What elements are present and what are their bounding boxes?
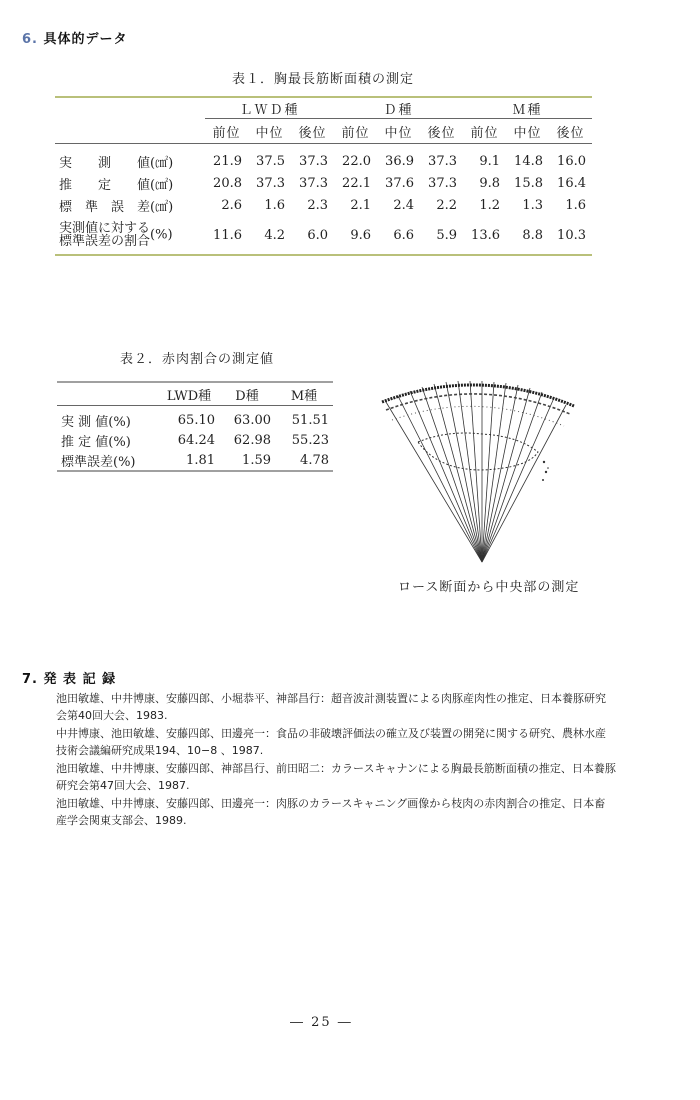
table1-position-header: 中位 (506, 119, 549, 144)
section-6-number: 6. (22, 32, 38, 47)
table2-row-measured (57, 406, 333, 431)
table1-row-label: 推 定 値(㎠) (59, 177, 174, 193)
reference-item: 中井博康、池田敏雄、安藤四郎、田邊亮一：食品の非破壊評価法の確立及び装置の開発に関する研究、農林水産技術会議編研究成果194、10−8 、1987. (56, 727, 606, 757)
table2 (57, 381, 333, 472)
table1-row-error-ratio (55, 216, 592, 254)
table1-cell: 1.3 (522, 197, 543, 213)
table1-cell: 8.8 (522, 227, 543, 243)
table1-cell: 13.6 (471, 227, 500, 243)
table1-cell: 1.2 (479, 197, 500, 213)
table1-caption: 表１．胸最長筋断面積の測定 (232, 72, 415, 87)
table1-row4-label-line1: 実測値に対する (59, 221, 151, 236)
section-7-title: 発 表 記 録 (43, 672, 117, 687)
table1-cell: 1.6 (565, 197, 586, 213)
section-7-number: 7. (22, 672, 38, 687)
table1-cell: 11.6 (213, 227, 242, 243)
table1-cell: 6.0 (307, 227, 328, 243)
table1-position-header: 中位 (248, 119, 291, 144)
table1-cell: 37.3 (256, 175, 285, 191)
table1-group-m: Ｍ種 (463, 98, 592, 119)
table1-cell: 37.5 (256, 153, 285, 169)
table1-position-header: 前位 (463, 119, 506, 144)
table2-cell: 51.51 (291, 412, 329, 428)
table1-group-lwd: ＬＷＤ種 (205, 98, 334, 119)
table2-header-row (57, 383, 333, 406)
table2-row-label: 標準誤差(%) (61, 454, 136, 470)
table2-cell: 65.10 (177, 412, 215, 428)
table1-position-header: 前位 (205, 119, 248, 144)
table2-cell: 64.24 (177, 432, 215, 448)
fan-rays (386, 381, 566, 562)
table1-cell: 2.2 (436, 197, 457, 213)
table1-cell: 2.4 (393, 197, 414, 213)
diagram-marks (542, 461, 549, 481)
reference-item: 池田敏雄、中井博康、安藤四郎、小堀恭平、神部昌行：超音波計測装置による肉豚産肉性の推定、日本養豚研究会第40回大会、1983. (56, 692, 606, 722)
page-number: ― 25 ― (290, 1015, 353, 1030)
section-6-title: 具体的データ (43, 32, 128, 47)
table1-cell: 2.1 (350, 197, 371, 213)
table2-cell: 63.00 (233, 412, 271, 428)
reference-item: 池田敏雄、中井博康、安藤四郎、神部昌行、前田昭二：カラースキャナンによる胸最長筋断面積の推定、日本養豚研究会第47回大会、1987. (56, 762, 616, 792)
table1-group-header-row (55, 98, 592, 119)
table1-cell: 9.8 (479, 175, 500, 191)
table1-cell: 1.6 (264, 197, 285, 213)
table2-row-label: 実 測 値(%) (61, 414, 131, 430)
table1-row-label: 標 準 誤 差(㎠) (59, 199, 174, 215)
section-6-heading (22, 28, 128, 47)
table1-position-header-row (55, 119, 592, 144)
table2-cell: 55.23 (291, 432, 329, 448)
table2-cell: 4.78 (300, 452, 329, 468)
reference-item: 池田敏雄、中井博康、安藤四郎、田邊亮一：肉豚のカラースキャニング画像から枝肉の赤肉割合の推定、日本畜産学会関東支部会、1989. (56, 797, 606, 827)
table1-cell: 37.6 (385, 175, 414, 191)
table1-row4-unit: (%) (150, 227, 173, 243)
table2-cell: 1.81 (186, 452, 215, 468)
table1-cell: 37.3 (299, 153, 328, 169)
table1-cell: 22.1 (342, 175, 371, 191)
table1-cell: 37.3 (428, 175, 457, 191)
table1-position-header: 後位 (549, 119, 592, 144)
table2-header-lwd: LWD種 (159, 383, 219, 406)
table1-row-estimated (55, 172, 592, 194)
table2-row-std-error (57, 450, 333, 470)
table1-cell: 14.8 (514, 153, 543, 169)
table1-cell: 36.9 (385, 153, 414, 169)
table2-header-d: D種 (219, 383, 275, 406)
table2-row-label: 推 定 値(%) (61, 434, 131, 450)
table1-row-label: 実 測 値(㎠) (59, 155, 174, 171)
table1-row4-label-line2: 標準誤差の割合 (59, 234, 151, 249)
table1-cell: 37.3 (428, 153, 457, 169)
table1-cell: 5.9 (436, 227, 457, 243)
table1-cell: 9.6 (350, 227, 371, 243)
reference-list (56, 690, 616, 830)
table1-cell: 22.0 (342, 153, 371, 169)
table2-cell: 1.59 (242, 452, 271, 468)
table1-cell: 4.2 (264, 227, 285, 243)
table1-cell: 16.4 (557, 175, 586, 191)
table1-position-header: 前位 (334, 119, 377, 144)
loin-muscle-outline (418, 433, 538, 470)
loin-cross-section-diagram (378, 372, 598, 572)
table1-cell: 21.9 (213, 153, 242, 169)
section-7-heading (22, 668, 116, 687)
table1-position-header: 後位 (420, 119, 463, 144)
table1-cell: 6.6 (393, 227, 414, 243)
inner-fat-arc (386, 394, 570, 414)
table2-caption: 表２．赤肉割合の測定値 (120, 352, 275, 367)
table2-cell: 62.98 (233, 432, 271, 448)
table1-group-d: Ｄ種 (334, 98, 463, 119)
table2-header-m: M種 (275, 383, 333, 406)
table1-cell: 37.3 (299, 175, 328, 191)
table1-position-header: 後位 (291, 119, 334, 144)
table1-cell: 10.3 (557, 227, 586, 243)
table1-row-label (55, 216, 205, 254)
table1-cell: 2.6 (221, 197, 242, 213)
table1-cell: 15.8 (514, 175, 543, 191)
table1-cell: 9.1 (479, 153, 500, 169)
figure-caption: ロース断面から中央部の測定 (398, 580, 580, 595)
table1-cell: 2.3 (307, 197, 328, 213)
table1-row-measured (55, 144, 592, 173)
table1 (55, 96, 592, 256)
table1-row-std-error (55, 194, 592, 216)
table1-cell: 16.0 (557, 153, 586, 169)
table1-position-header: 中位 (377, 119, 420, 144)
table1-cell: 20.8 (213, 175, 242, 191)
table2-row-estimated (57, 430, 333, 450)
